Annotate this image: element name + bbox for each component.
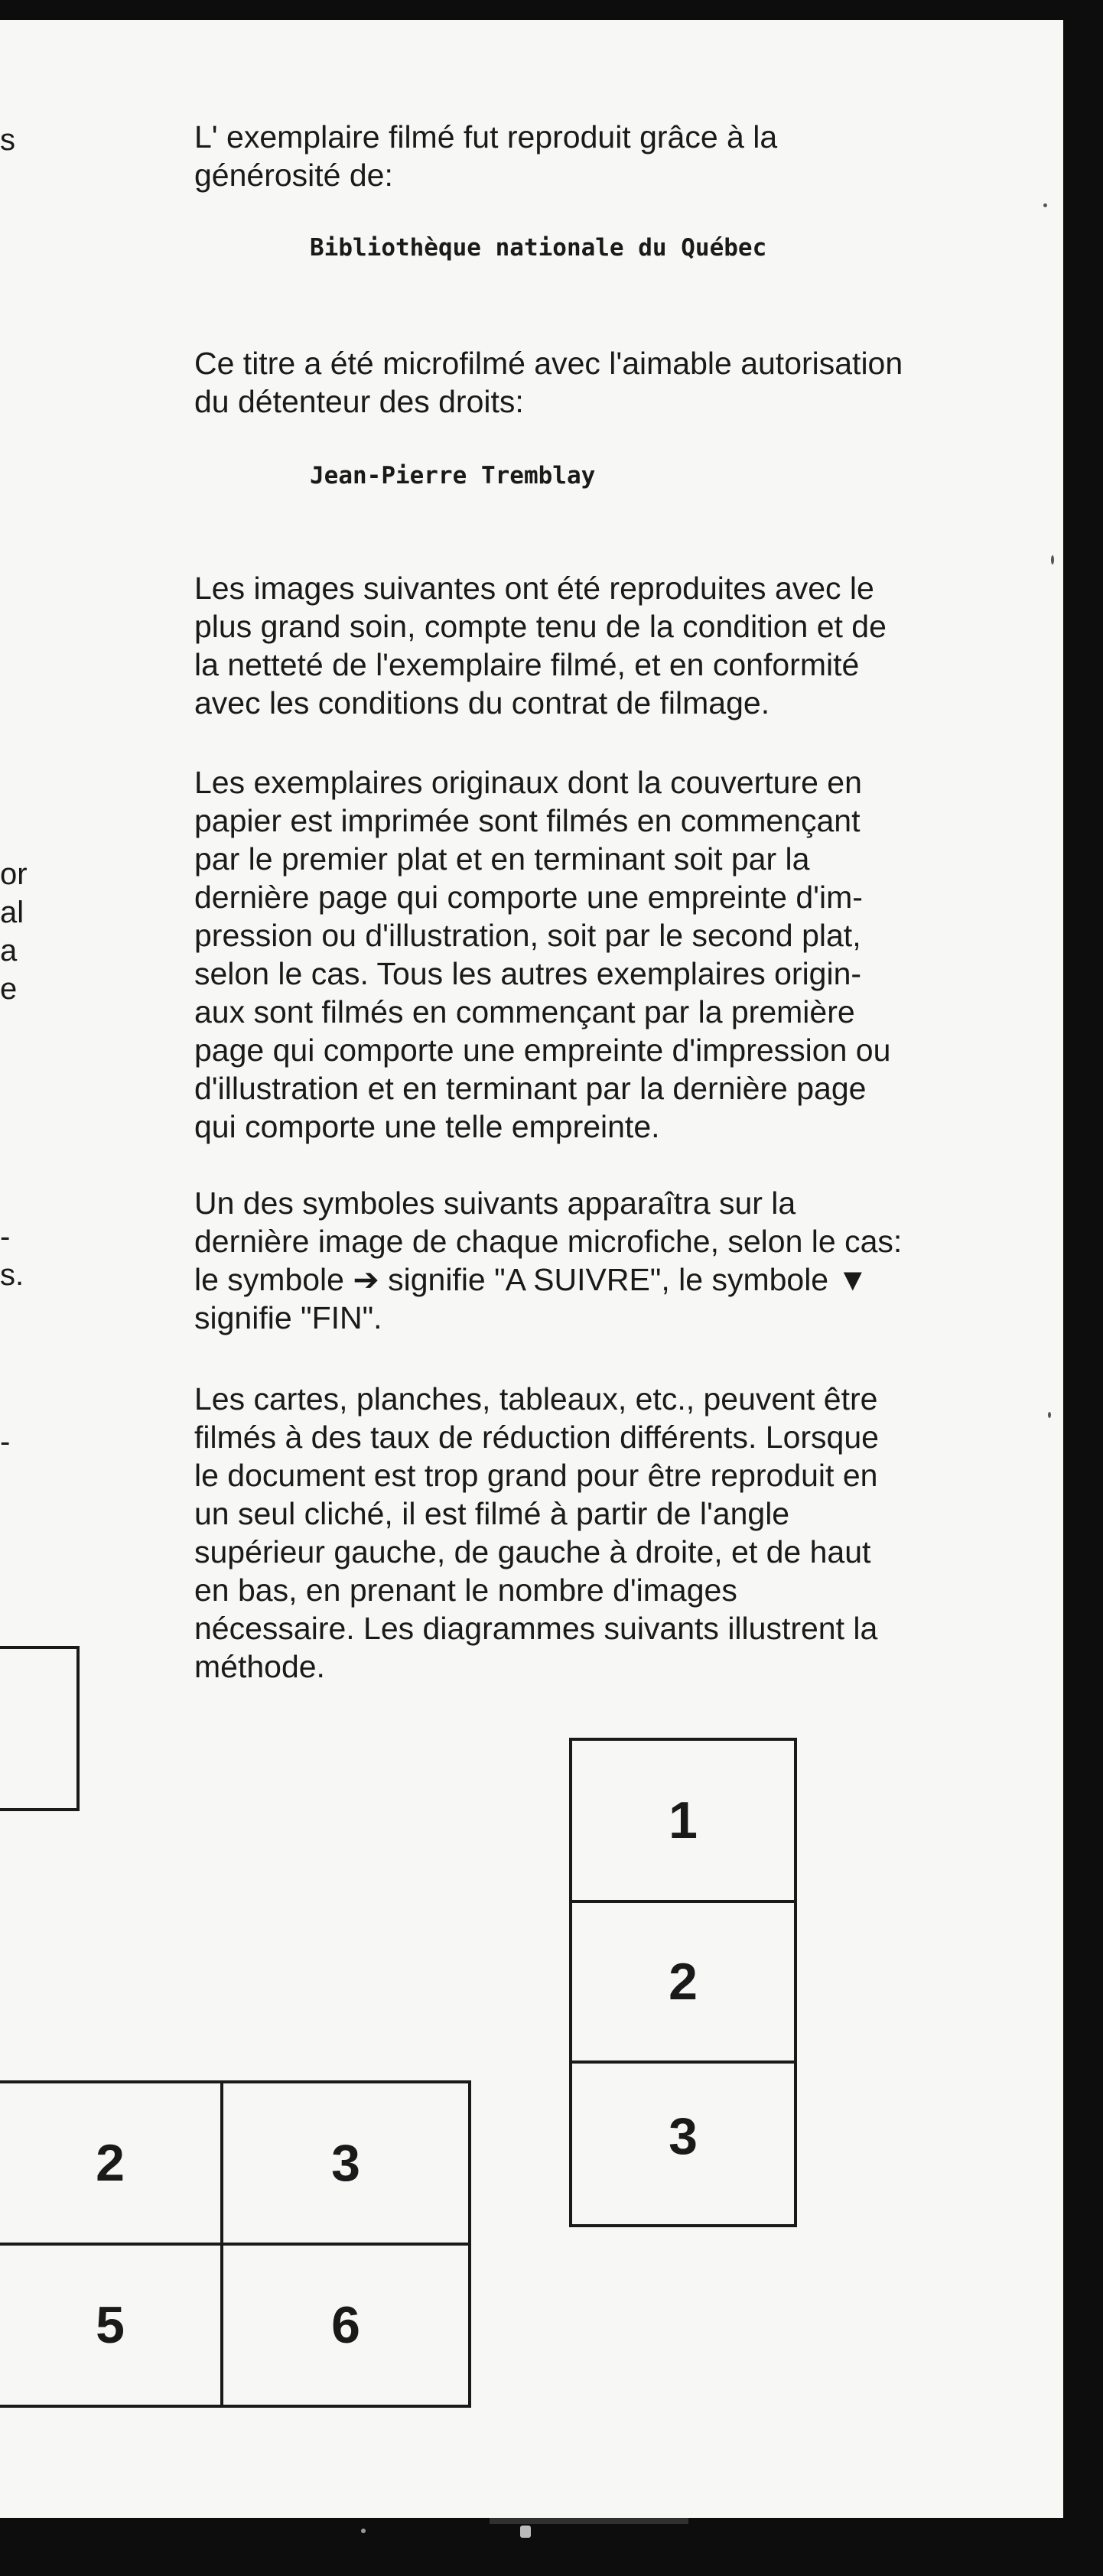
- diagram-cell-3: 3: [669, 2107, 698, 2165]
- images-paragraph: Les images suivantes ont été reproduites avec le plus grand soin, compte tenu de la condition et de la netteté de l'exemplaire filmé, et en conformité avec les conditions du contrat de filmage.: [194, 571, 887, 720]
- permission-paragraph: Ce titre a été microfilmé avec l'aimable autorisation du détenteur des droits:: [194, 346, 903, 419]
- grid-cell-3: 3: [331, 2134, 360, 2192]
- symbols-paragraph: Un des symboles suivants apparaîtra sur la dernière image de chaque microfiche, selon le cas: le symbole ➔ signifie "A SUIVRE", le symbole ▼ signifie "FIN".: [194, 1186, 903, 1335]
- partial-box-top: [0, 1646, 80, 1649]
- partial-box-right: [76, 1646, 80, 1811]
- edge-fragment: or: [0, 857, 28, 891]
- grid-cell-5: 5: [96, 2296, 125, 2354]
- page-sheet: [0, 20, 1063, 2518]
- edge-fragment: a: [0, 934, 18, 968]
- diagram-cell-2: 2: [669, 1953, 698, 2011]
- originals-paragraph: Les exemplaires originaux dont la couverture en papier est imprimée sont filmés en commençant par le premier plat et en terminant soit par la dernière page qui comporte une empreinte d'im- pression ou d'illustration, soit par le second plat, selon le cas. Tous les autres exemplaires origin- aux sont filmés en commençant par la première page qui comporte une empreinte d'impression ou d'illustration et en terminant par la dernière page qui comporte une telle empreinte.: [194, 765, 891, 1144]
- edge-fragment: s.: [0, 1258, 24, 1292]
- edge-fragment: al: [0, 896, 24, 929]
- film-speck: [1043, 203, 1047, 207]
- library-name: Bibliothèque nationale du Québec: [310, 234, 767, 262]
- grid-cell-6: 6: [331, 2296, 360, 2354]
- maps-paragraph: Les cartes, planches, tableaux, etc., peuvent être filmés à des taux de réduction différents. Lorsque le document est trop grand pour être reproduit en un seul cliché, il est filmé à partir de l'angle supérieur gauche, de gauche à droite, et de haut en bas, en prenant le nombre d'images nécessaire. Les diagrammes suivants illustrent la méthode.: [194, 1381, 879, 1684]
- edge-fragment: -: [0, 1425, 11, 1459]
- rights-holder: Jean-Pierre Tremblay: [310, 462, 596, 490]
- film-speck: [1048, 1412, 1051, 1418]
- film-border-right: [1063, 0, 1103, 2576]
- partial-box-bottom: [0, 1808, 80, 1811]
- intro-paragraph: L' exemplaire filmé fut reproduit grâce à la générosité de:: [194, 119, 778, 193]
- edge-fragment: e: [0, 972, 18, 1006]
- edge-fragment: s: [0, 123, 15, 157]
- diagram-cell-1: 1: [669, 1791, 698, 1849]
- grid-cell-2: 2: [96, 2134, 125, 2192]
- film-border-top: [0, 0, 1103, 20]
- edge-fragment: -: [0, 1220, 11, 1254]
- film-border-bottom: [0, 2518, 1103, 2576]
- film-speck: [1051, 555, 1054, 564]
